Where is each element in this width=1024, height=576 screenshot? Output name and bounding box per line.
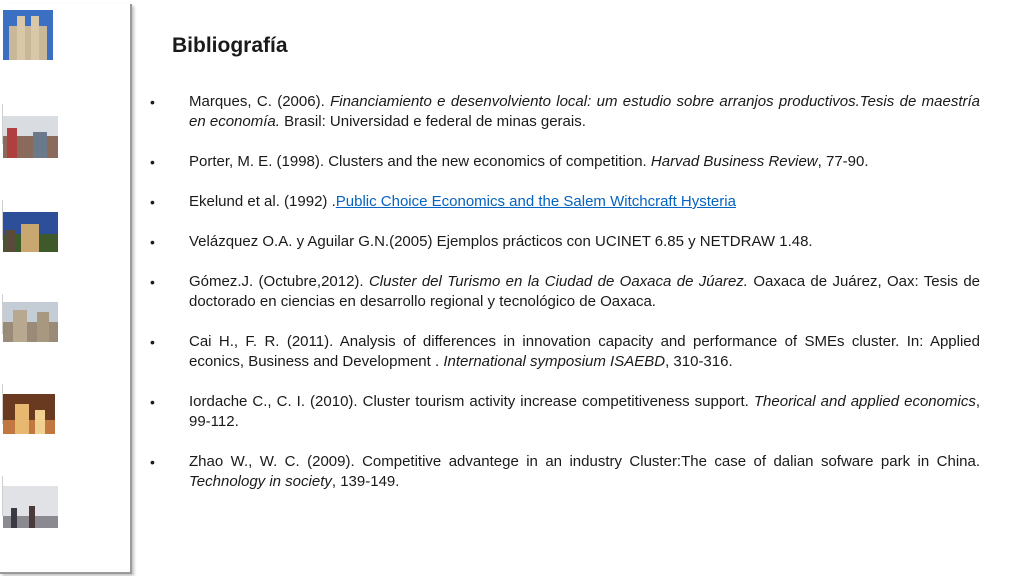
reference-details: Brasil: Universidad e federal de minas gerais. — [279, 113, 586, 130]
reference-item — [150, 452, 980, 492]
reference-item — [150, 192, 980, 212]
reference-details: , 99-112. — [189, 393, 980, 430]
bullet-icon: • — [150, 94, 155, 110]
slide-title: Bibliografía — [172, 34, 288, 57]
reference-text: Velázquez O.A. y Aguilar G.N.(2005) Ejemplos prácticos con UCINET 6.85 y NETDRAW 1.48. — [189, 233, 813, 250]
reference-source: International symposium ISAEBD — [443, 353, 666, 370]
reference-source: Technology in society — [189, 473, 332, 490]
reference-source: Cluster del Turismo en la Ciudad de Oaxaca de Júarez. — [368, 273, 748, 290]
reference-details: , 77-90. — [817, 153, 869, 170]
city-photo-icon — [3, 10, 53, 60]
reference-item — [150, 92, 980, 132]
bullet-icon: • — [150, 454, 155, 470]
photo-strip — [0, 4, 132, 574]
reference-item — [150, 152, 980, 172]
interior-photo-icon — [3, 394, 55, 434]
reference-source: Financiamiento e desenvolviento local: um estudio sobre arranjos productivos.Tesis de maestría en economía. — [189, 93, 980, 130]
reference-source: Theorical and applied economics — [753, 393, 976, 410]
bullet-icon: • — [150, 234, 155, 250]
reference-text: Zhao W., W. C. (2009). Competitive advantege in an industry Cluster:The case of dalian sofware park in China. — [189, 453, 980, 470]
reference-text: Cai H., F. R. (2011). Analysis of differences in innovation capacity and performance of SMEs cluster. In: Applied econics, Business and Development . — [189, 333, 980, 370]
bullet-icon: • — [150, 154, 155, 170]
street-photo-icon — [3, 116, 58, 158]
reference-details: Oaxaca de Juárez, Oax: Tesis de doctorado en ciencias en desarrollo regional y tecnológico de Oaxaca. — [189, 273, 980, 310]
reference-details: , 139-149. — [331, 473, 400, 490]
reference-list — [150, 92, 980, 512]
market-photo-icon — [3, 486, 58, 528]
reference-text: Marques, C. (2006). — [189, 93, 331, 110]
reference-text: Porter, M. E. (1998). Clusters and the new economics of competition. — [189, 153, 651, 170]
bullet-icon: • — [150, 334, 155, 350]
reference-item — [150, 392, 980, 432]
reference-text: Ekelund et al. (1992) . — [189, 193, 336, 210]
church-night-photo-icon — [3, 212, 58, 252]
reference-item — [150, 272, 980, 312]
bullet-icon: • — [150, 394, 155, 410]
reference-item — [150, 232, 980, 252]
reference-item — [150, 332, 980, 372]
reference-text: Gómez.J. (Octubre,2012). — [189, 273, 369, 290]
bullet-icon: • — [150, 274, 155, 290]
reference-link[interactable]: Public Choice Economics and the Salem Witchcraft Hysteria — [335, 193, 736, 210]
reference-details: , 310-316. — [665, 353, 733, 370]
reference-text: Iordache C., C. I. (2010). Cluster tourism activity increase competitiveness support. — [189, 393, 754, 410]
plaza-photo-icon — [3, 302, 58, 342]
reference-source: Harvad Business Review — [650, 153, 818, 170]
bullet-icon: • — [150, 194, 155, 210]
